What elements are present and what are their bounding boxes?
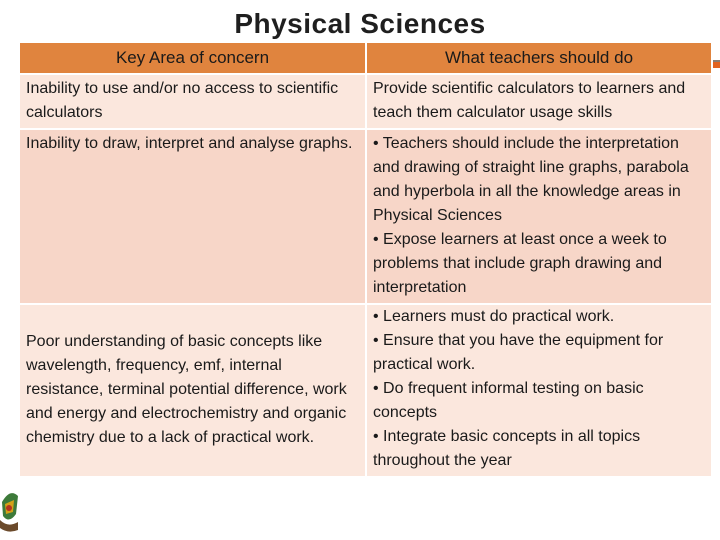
header-key-area: Key Area of concern [20, 43, 366, 74]
action-bullet: • Integrate basic concepts in all topics throughout the year [373, 428, 641, 469]
table-header-row [20, 43, 712, 74]
concern-cell [20, 304, 366, 477]
concern-text: Inability to draw, interpret and analyse graphs. [26, 135, 353, 152]
action-text: Provide scientific calculators to learners and teach them calculator usage skills [373, 80, 686, 121]
header-what-teachers-do: What teachers should do [366, 43, 712, 74]
concern-cell [20, 129, 366, 304]
concern-text: Poor understanding of basic concepts like wavelength, frequency, emf, internal resistance, terminal potential difference, work and energy and electrochemistry and organic chemistry due to a lack of practical work. [26, 333, 347, 446]
action-bullet: • Learners must do practical work. [373, 308, 615, 325]
concern-cell [20, 74, 366, 129]
action-bullet: • Expose learners at least once a week to problems that include graph drawing and interpretation [373, 231, 667, 296]
accent-mark [712, 62, 720, 68]
table-row [20, 304, 712, 477]
action-cell [366, 129, 712, 304]
action-bullet: • Teachers should include the interpretation and drawing of straight line graphs, parabola and hyperbola in all the knowledge areas in Physical Sciences [373, 135, 689, 224]
page-number-mark [712, 514, 720, 524]
action-bullet: • Ensure that you have the equipment for practical work. [373, 332, 664, 373]
coat-of-arms-icon [0, 484, 20, 534]
slide-title: Physical Sciences [234, 8, 486, 39]
action-cell [366, 74, 712, 129]
action-bullet: • Do frequent informal testing on basic concepts [373, 380, 644, 421]
action-cell [366, 304, 712, 477]
concern-text: Inability to use and/or no access to scientific calculators [26, 80, 339, 121]
concerns-table [20, 43, 713, 478]
table-row [20, 74, 712, 129]
table-row [20, 129, 712, 304]
